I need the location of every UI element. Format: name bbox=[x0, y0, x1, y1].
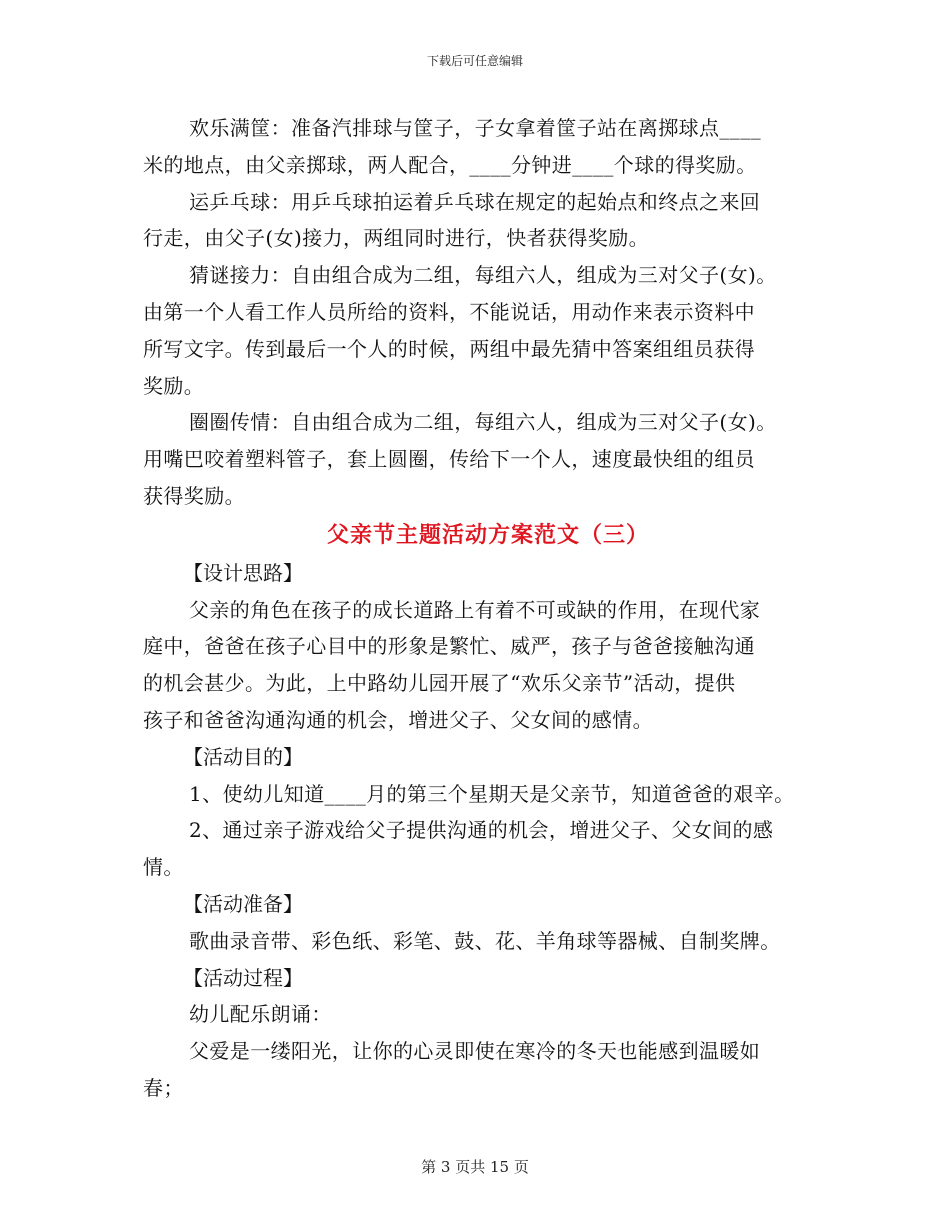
text-line: 的机会甚少。为此，上中路幼儿园开展了“欢乐父亲节”活动，提供 bbox=[143, 671, 736, 696]
text-line: 父亲的角色在孩子的成长道路上有着不可或缺的作用，在现代家 bbox=[189, 597, 761, 622]
text-line: 幼儿配乐朗诵： bbox=[189, 1002, 332, 1027]
text-line: 父爱是一缕阳光，让你的心灵即使在寒冷的冬天也能感到温暖如 bbox=[189, 1039, 761, 1064]
text-line: 春； bbox=[143, 1075, 184, 1100]
paragraph bbox=[143, 1033, 813, 1107]
text-line: 孩子和爸爸沟通沟通的机会，增进父子、父女间的感情。 bbox=[143, 707, 653, 732]
text-line: 所写文字。传到最后一个人的时候，两组中最先猜中答案组组员获得 bbox=[143, 336, 755, 361]
text-line: 运乒乓球：用乒乓球拍运着乒乓球在规定的起始点和终点之来回 bbox=[189, 189, 761, 214]
text-line: 行走，由父子(女)接力，两组同时进行，快者获得奖励。 bbox=[143, 226, 650, 251]
paragraph bbox=[143, 996, 813, 1033]
text-line: 猜谜接力：自由组合成为二组，每组六人，组成为三对父子(女)。 bbox=[189, 263, 777, 288]
text-line: 用嘴巴咬着塑料管子，套上圆圈，传给下一个人，速度最快组的组员 bbox=[143, 447, 755, 472]
section-heading: 【设计思路】 bbox=[183, 560, 303, 585]
text-line: 情。 bbox=[143, 855, 184, 880]
paragraph bbox=[143, 812, 813, 886]
text-line: 歌曲录音带、彩色纸、彩笔、鼓、花、羊角球等器械、自制奖牌。 bbox=[189, 928, 781, 953]
text-line: 1、使幼儿知道____月的第三个星期天是父亲节，知道爸爸的艰辛。 bbox=[189, 781, 795, 806]
section-heading: 【活动目的】 bbox=[183, 744, 303, 769]
text-line: 米的地点，由父亲掷球，两人配合，____分钟进____个球的得奖励。 bbox=[143, 152, 757, 177]
paragraph bbox=[143, 776, 813, 813]
paragraph bbox=[143, 184, 813, 258]
text-line: 获得奖励。 bbox=[143, 483, 245, 508]
page-footer: 第 3 页共 15 页 bbox=[421, 1158, 529, 1176]
paragraph bbox=[143, 923, 813, 960]
text-line: 圈圈传情：自由组合成为二组，每组六人，组成为三对父子(女)。 bbox=[189, 410, 777, 435]
text-line: 欢乐满筐：准备汽排球与筐子，子女拿着筐子站在离掷球点____ bbox=[189, 116, 761, 140]
paragraph bbox=[143, 110, 813, 184]
section-heading: 【活动过程】 bbox=[183, 965, 303, 990]
paragraph bbox=[143, 592, 813, 739]
text-line: 2、通过亲子游戏给父子提供沟通的机会，增进父子、父女间的感 bbox=[189, 818, 774, 843]
page-header: 下载后可任意编辑 bbox=[426, 54, 523, 68]
text-line: 由第一个人看工作人员所给的资料，不能说话，用动作来表示资料中 bbox=[143, 299, 755, 324]
text-line: 奖励。 bbox=[143, 373, 205, 398]
text-line: 庭中，爸爸在孩子心目中的形象是繁忙、威严，孩子与爸爸接触沟通 bbox=[143, 634, 755, 659]
paragraph bbox=[143, 257, 813, 404]
section-heading: 【活动准备】 bbox=[183, 891, 303, 916]
section-title: 父亲节主题活动方案范文（三） bbox=[326, 521, 649, 548]
document-body bbox=[143, 110, 813, 1107]
paragraph bbox=[143, 404, 813, 514]
